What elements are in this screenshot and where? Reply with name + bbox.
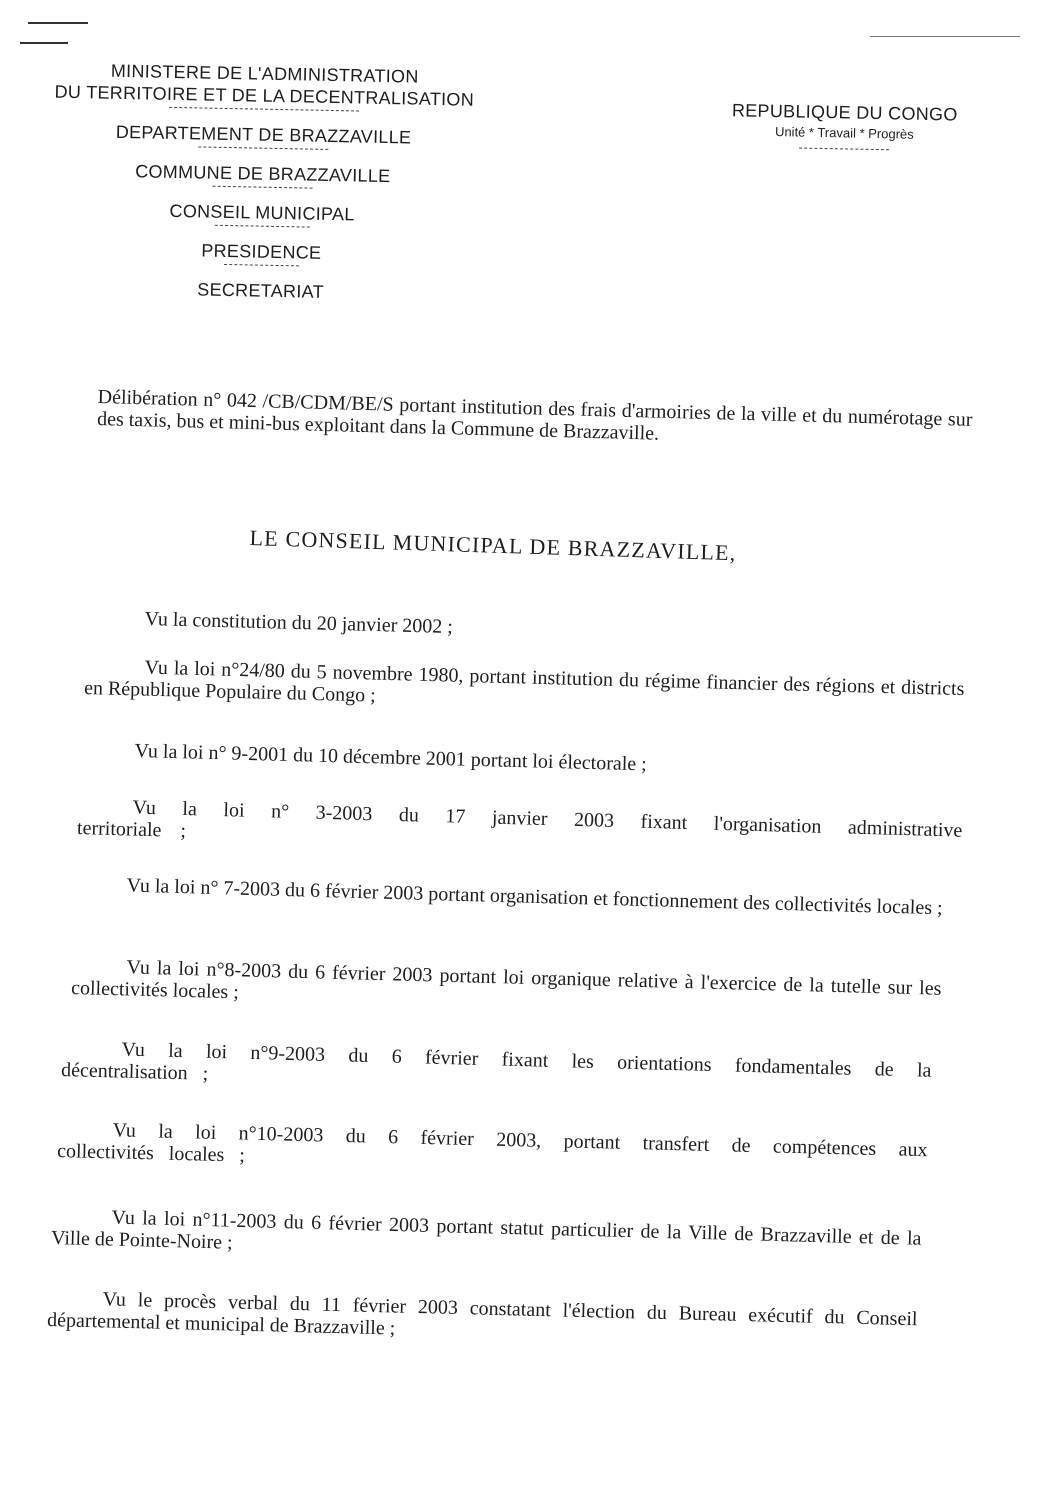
consideration-text: Vu la loi n°10-2003 du 6 février 2003, portant transfert de compétences aux collectivités locales ; xyxy=(56,1119,928,1167)
council-heading: LE CONSEIL MUNICIPAL DE BRAZZAVILLE, xyxy=(249,525,737,566)
consideration-item: Vu la loi n° 9-2001 du 10 décembre 2001 portant loi électorale ; xyxy=(134,740,648,776)
scan-mark xyxy=(870,36,1020,37)
consideration-item xyxy=(71,955,942,1022)
department-label: DEPARTEMENT DE BRAZZAVILLE xyxy=(115,121,412,148)
republic-title: REPUBLIQUE DU CONGO xyxy=(731,100,958,125)
consideration-item xyxy=(71,873,956,920)
consideration-text: Vu la loi n°11-2003 du 6 février 2003 portant statut particulier de la Ville de Brazzaville et de la Ville de Pointe-Noire ; xyxy=(50,1206,922,1254)
commune-label: COMMUNE DE BRAZZAVILLE xyxy=(134,161,391,187)
scan-mark xyxy=(28,22,88,24)
republic-motto: Unité * Travail * Progrès xyxy=(774,124,914,142)
presidence-label: PRESIDENCE xyxy=(201,240,322,263)
consideration-item xyxy=(84,655,965,722)
council-label: CONSEIL MUNICIPAL xyxy=(169,200,355,225)
consideration-item xyxy=(61,1037,932,1104)
divider xyxy=(213,186,313,189)
consideration-item xyxy=(51,1205,922,1272)
ministry-line-2: DU TERRITOIRE ET DE LA DECENTRALISATION xyxy=(54,81,475,110)
divider xyxy=(799,148,889,151)
republic-header xyxy=(719,100,970,152)
consideration-text: Vu la loi n°8-2003 du 6 février 2003 portant loi organique relative à l'exercice de la tutelle sur les collectivités locales ; xyxy=(70,956,942,1004)
deliberation-title: Délibération n° 042 /CB/CDM/BE/S portant institution des frais d'armoiries de la ville et du numérotage sur des taxis, bus et mini-bus exploitant dans la Commune de Brazzaville. xyxy=(96,386,973,445)
ministry-line-1: MINISTERE DE L'ADMINISTRATION xyxy=(110,60,419,87)
consideration-text: Vu la loi n° 7-2003 du 6 février 2003 portant organisation et fonctionnement des collectivités locales ; xyxy=(126,874,943,920)
scan-mark xyxy=(20,42,68,44)
consideration-item xyxy=(47,1287,918,1352)
secretariat-label: SECRETARIAT xyxy=(197,279,325,302)
consideration-text: Vu la loi n° 3-2003 du 17 janvier 2003 fixant l'organisation administrative territoriale ; xyxy=(76,796,963,843)
divider xyxy=(214,225,309,228)
consideration-item xyxy=(77,795,963,864)
divider xyxy=(224,264,299,266)
consideration-text: Vu la loi n°9-2003 du 6 février fixant les orientations fondamentales de la décentralisation ; xyxy=(60,1038,932,1085)
consideration-text: Vu la loi n°24/80 du 5 novembre 1980, portant institution du régime financier des régions et districts en République Populaire du Congo ; xyxy=(83,656,965,707)
consideration-item: Vu la constitution du 20 janvier 2002 ; xyxy=(144,608,454,639)
consideration-item xyxy=(57,1118,928,1183)
ministry-header xyxy=(15,58,509,306)
divider xyxy=(198,146,328,149)
consideration-text: Vu le procès verbal du 11 février 2003 constatant l'élection du Bureau exécutif du Conseil départemental et municipal de Brazzaville ; xyxy=(46,1288,918,1340)
